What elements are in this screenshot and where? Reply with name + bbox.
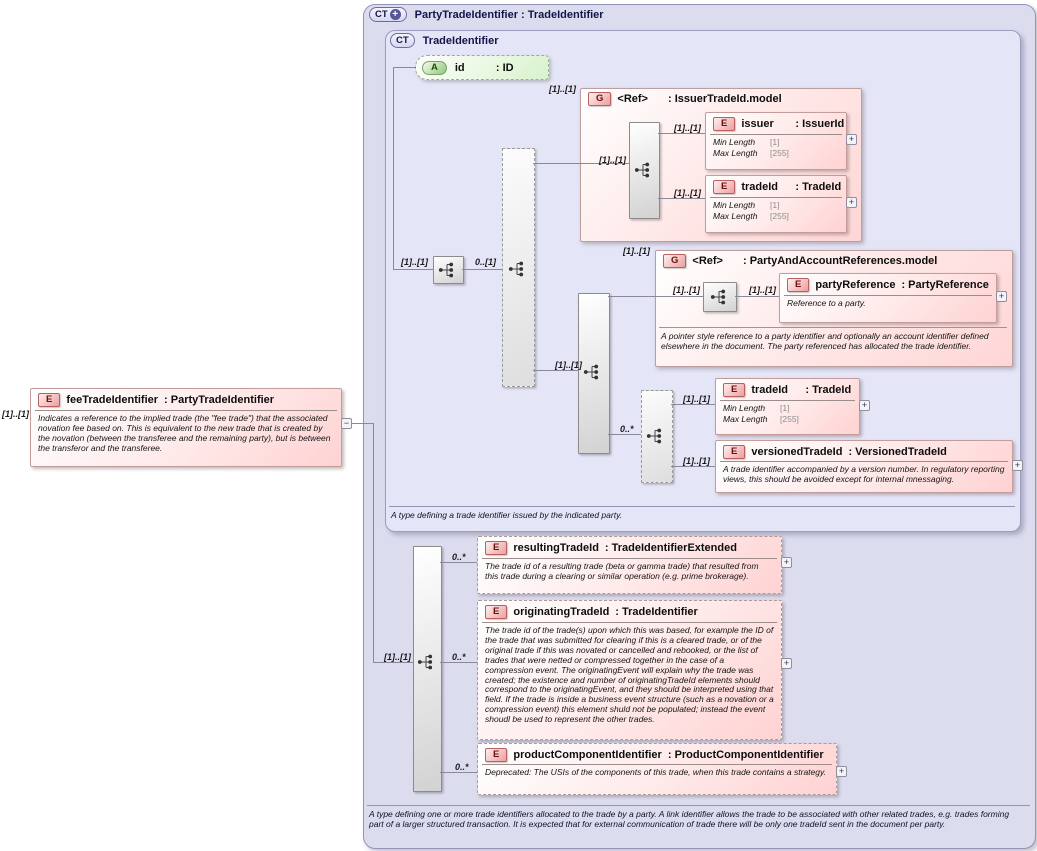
facet-label: Max Length — [713, 210, 758, 221]
sequence-icon — [417, 653, 437, 671]
expand-icon[interactable]: + — [781, 557, 792, 568]
collapse-icon[interactable]: − — [341, 418, 352, 429]
element-badge: E — [485, 541, 507, 555]
choice-icon — [646, 427, 666, 445]
connector-line — [393, 67, 394, 269]
element-name: feeTradeIdentifier — [66, 394, 159, 406]
element-annotation: Reference to a party. — [787, 298, 866, 308]
connector-line — [658, 198, 705, 199]
element-header — [780, 274, 996, 295]
outer-annotation-separator — [367, 805, 1030, 806]
facet-label: Max Length — [723, 413, 768, 424]
connector-line — [658, 133, 705, 134]
facets — [706, 135, 846, 158]
facet-value: [1] — [770, 200, 780, 210]
element-name: tradeId — [751, 384, 789, 396]
connector-line — [608, 434, 641, 435]
complextype-derived-badge — [369, 7, 407, 22]
element-badge: E — [713, 117, 735, 131]
connector-line — [735, 296, 779, 297]
cardinality-label: [1]..[1] — [683, 394, 710, 404]
element-type: : TradeId — [805, 384, 852, 396]
sequence-compositor — [703, 282, 737, 312]
cardinality-label: 0..[1] — [475, 257, 497, 267]
connector-line — [440, 562, 477, 563]
connector-line — [533, 370, 578, 371]
facet-value: [255] — [770, 147, 789, 158]
element-box-productcomponentidentifier — [477, 743, 837, 795]
ct-badge-label: CT — [375, 9, 388, 20]
cardinality-label: [1]..[1] — [599, 155, 626, 165]
connector-line — [352, 423, 373, 424]
connector-line — [373, 662, 413, 663]
element-type: : TradeIdentifierExtended — [604, 542, 737, 554]
element-annotation: Deprecated: The USIs of the components of this trade, when this trade contains a strategy. — [485, 767, 826, 777]
connector-line — [373, 423, 374, 662]
element-badge: E — [485, 605, 507, 619]
connector-line — [440, 662, 477, 663]
cardinality-label: [1]..[1] — [683, 456, 710, 466]
facet-value: [255] — [780, 413, 799, 424]
cardinality-label: [1]..[1] — [2, 409, 29, 419]
cardinality-label: 0..* — [452, 652, 466, 662]
sequence-icon — [634, 161, 654, 179]
sequence-compositor — [629, 122, 660, 219]
element-header — [31, 389, 341, 410]
facet-value: [1] — [780, 403, 790, 413]
cardinality-label: [1]..[1] — [673, 285, 700, 295]
element-type: : ProductComponentIdentifier — [667, 749, 824, 761]
expand-icon[interactable]: + — [846, 197, 857, 208]
group-badge: G — [588, 92, 611, 106]
element-badge: E — [723, 445, 745, 459]
element-header — [706, 113, 846, 134]
element-name: partyReference — [815, 279, 896, 291]
cardinality-label: [1]..[1] — [749, 285, 776, 295]
group-type: : IssuerTradeId.model — [667, 93, 782, 105]
element-name: originatingTradeId — [513, 606, 610, 618]
inner-annotation-separator — [389, 506, 1015, 507]
sequence-icon — [583, 363, 603, 381]
element-type: : PartyTradeIdentifier — [164, 394, 275, 406]
sequence-icon — [438, 261, 458, 279]
inner-annotation: A type defining a trade identifier issued by the indicated party. — [391, 510, 623, 520]
element-type: : PartyReference — [901, 279, 989, 291]
attribute-type: : ID — [495, 61, 514, 74]
cardinality-label: 0..* — [620, 424, 634, 434]
attribute-name: id — [454, 61, 465, 74]
group-badge: G — [663, 254, 686, 268]
element-box-tradeid-2 — [715, 378, 860, 435]
connector-line — [393, 67, 416, 68]
element-type: : VersionedTradeId — [848, 446, 947, 458]
facet-value: [255] — [770, 210, 789, 221]
element-name: tradeId — [741, 181, 779, 193]
attribute-badge: A — [422, 61, 447, 75]
connector-line — [393, 269, 433, 270]
sequence-compositor — [433, 256, 464, 284]
attribute-box-id — [415, 55, 549, 80]
group-ref-label: <Ref> — [692, 255, 723, 267]
sequence-compositor — [413, 546, 442, 792]
connector-line — [671, 404, 715, 405]
choice-icon — [508, 260, 528, 278]
outer-annotation: A type defining one or more trade identifiers allocated to the trade by a party. A link identifier allows the trade to be associated with other related trades, e.g. trades forming part of a larger structured transaction. It is expected that for external communication of trade there will be only one tradeId sent in the document per party. — [369, 809, 1010, 830]
element-badge: E — [713, 180, 735, 194]
choice-compositor-optional — [502, 148, 535, 387]
cardinality-label: 0..* — [452, 552, 466, 562]
element-name: resultingTradeId — [513, 542, 599, 554]
element-box-partyreference — [779, 273, 997, 323]
facet-label: Max Length — [713, 147, 758, 158]
element-annotation: A trade identifier accompanied by a version number. In regulatory reporting views, this should be avoided except for internal mnessaging. — [723, 464, 1005, 484]
element-box-resultingtradeid — [477, 536, 782, 594]
expand-icon[interactable]: + — [781, 658, 792, 669]
outer-header — [369, 7, 604, 22]
cardinality-label: [1]..[1] — [674, 123, 701, 133]
element-badge: E — [485, 748, 507, 762]
connector-line — [671, 466, 715, 467]
connector-line — [440, 772, 477, 773]
ct-badge-label: CT — [396, 35, 409, 46]
element-box-feetradeidentifier — [30, 388, 342, 467]
inner-header — [390, 33, 498, 48]
cardinality-label: [1]..[1] — [384, 652, 411, 662]
cardinality-label: [1]..[1] — [674, 188, 701, 198]
element-header — [478, 601, 781, 622]
inner-title: TradeIdentifier — [422, 34, 499, 47]
element-header — [716, 441, 1012, 461]
facets — [716, 401, 859, 424]
group-party-annotation: A pointer style reference to a party identifier and optionally an account identifier defined elsewhere in the document. The party referenced has allocated the trade identifier. — [661, 331, 989, 352]
element-type: : IssuerId — [795, 118, 845, 130]
element-type: : TradeIdentifier — [615, 606, 698, 618]
facets — [706, 198, 846, 221]
element-box-versionedtradeid — [715, 440, 1013, 493]
element-annotation: Indicates a reference to the implied trade (the "fee trade") that the associated novation fee based on. This is equivalent to the new trade that is created by the novation (between the transferee and the remaining party), but is between the transferor and the transferee. — [38, 413, 331, 453]
element-header — [716, 379, 859, 400]
element-name: issuer — [741, 118, 774, 130]
element-header — [478, 537, 781, 558]
expand-icon[interactable]: + — [859, 400, 870, 411]
element-header — [478, 744, 836, 764]
cardinality-label: [1]..[1] — [549, 84, 576, 94]
element-box-tradeid-1 — [705, 175, 847, 233]
cardinality-label: [1]..[1] — [555, 360, 582, 370]
complextype-badge — [390, 33, 415, 48]
facet-value: [1] — [770, 137, 780, 147]
element-type: : TradeId — [795, 181, 842, 193]
expand-icon[interactable]: + — [996, 291, 1007, 302]
element-annotation: The trade id of a resulting trade (beta or gamma trade) that resulted from this trade during a clearing or similar operation (e.g. prime brokerage). — [485, 561, 759, 581]
element-name: versionedTradeId — [751, 446, 843, 458]
element-header — [706, 176, 846, 197]
element-annotation: The trade id of the trade(s) upon which this was based, for example the ID of the trade that was submitted for clearing if this is a cleared trade, or of the original trade if this was novated or cancelled and rebooked, or the list of trades that were netted or compressed together in the case of a compression event. The originatingEvent will explain why the trade was created; the existence and number of originatingTradeId elements should correspond to the originatingEvent, and they should be interpreted using that field. If the trade is inside a business event structure (such as a novation or a compression event) this element shuld not be populated; instead the event shoudl be used to represent the other trades. — [485, 625, 774, 725]
derived-plus-icon: + — [390, 9, 401, 20]
expand-icon[interactable]: + — [836, 766, 847, 777]
expand-icon[interactable]: + — [846, 134, 857, 145]
element-box-originatingtradeid — [477, 600, 782, 740]
sequence-compositor — [578, 293, 610, 454]
facet-label: Min Length — [713, 137, 756, 147]
element-badge: E — [723, 383, 745, 397]
connector-line — [608, 296, 703, 297]
element-name: productComponentIdentifier — [513, 749, 662, 761]
element-badge: E — [787, 278, 809, 292]
sequence-icon — [710, 288, 730, 306]
group-party-header — [663, 254, 937, 268]
group-party-separator — [659, 327, 1007, 328]
element-badge: E — [38, 393, 60, 407]
choice-compositor-optional — [641, 390, 673, 483]
element-box-issuer — [705, 112, 847, 170]
connector-line — [462, 269, 502, 270]
facet-label: Min Length — [723, 403, 766, 413]
group-type: : PartyAndAccountReferences.model — [742, 255, 938, 267]
group-issuer-header — [588, 92, 782, 106]
cardinality-label: 0..* — [455, 762, 469, 772]
facet-label: Min Length — [713, 200, 756, 210]
expand-icon[interactable]: + — [1012, 460, 1023, 471]
group-ref-label: <Ref> — [617, 93, 648, 105]
cardinality-label: [1]..[1] — [623, 246, 650, 256]
cardinality-label: [1]..[1] — [401, 257, 428, 267]
outer-title: PartyTradeIdentifier : TradeIdentifier — [414, 8, 604, 21]
